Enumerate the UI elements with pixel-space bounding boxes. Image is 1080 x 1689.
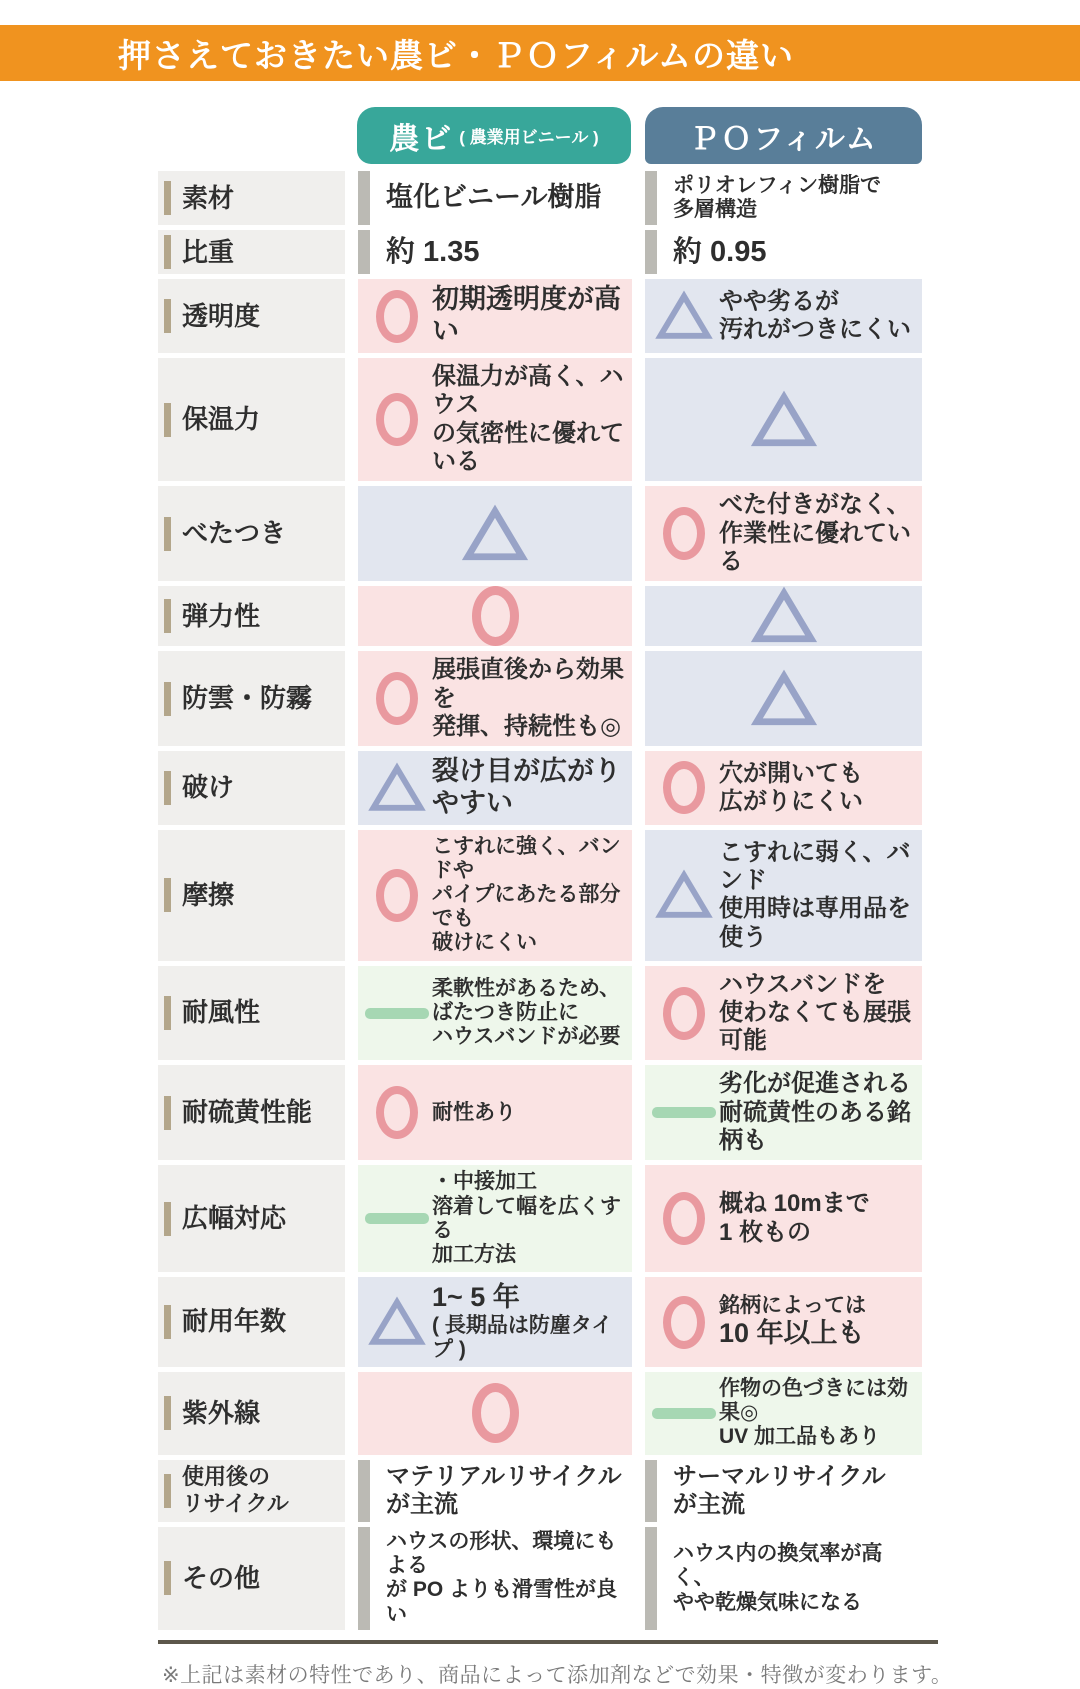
circle-icon xyxy=(663,1296,705,1349)
row-label-specific-gravity xyxy=(158,230,345,274)
cell-text: 耐性あり xyxy=(432,1100,516,1124)
cell-text: 銘柄によっては 10 年以上も xyxy=(719,1294,866,1349)
cell-anti-cloud-fog-po xyxy=(645,651,922,746)
label-accent-bar xyxy=(164,878,171,912)
cell-text: 作物の色づきには効果◎ UV 加工品もあり xyxy=(719,1377,908,1449)
dash-icon xyxy=(652,1408,716,1419)
label-accent-bar xyxy=(164,996,171,1030)
cell-text: 保温力が高く、ハウス の気密性に優れている xyxy=(432,363,624,475)
row-label-anti-cloud-fog xyxy=(158,651,345,746)
cell-text: マテリアルリサイクル が主流 xyxy=(386,1462,622,1518)
row-label-recycling xyxy=(158,1460,345,1523)
column-header-nobi xyxy=(357,107,631,164)
cell-text: 展張直後から効果を 発揮、持続性も◎ xyxy=(432,656,624,740)
cell-wind-resistance-po xyxy=(645,966,922,1061)
cell-heat-retention-nobi xyxy=(358,358,632,481)
label-accent-bar xyxy=(164,235,171,269)
row-label-text: 使用後の リサイクル xyxy=(182,1464,289,1516)
cell-uv-po xyxy=(645,1372,922,1454)
row-label-text: 透明度 xyxy=(182,300,261,331)
cell-recycling-nobi xyxy=(358,1460,632,1523)
cell-specific-gravity-po xyxy=(645,230,922,274)
cell-text: 劣化が促進される 耐硫黄性のある銘柄も xyxy=(719,1070,911,1155)
row-label-transparency xyxy=(158,279,345,353)
triangle-icon xyxy=(657,871,711,919)
cell-uv-nobi xyxy=(358,1372,632,1454)
cell-text: ハウスの形状、環境にもよる が PO よりも滑雪性が良い xyxy=(386,1530,618,1626)
row-label-others xyxy=(158,1527,345,1630)
row-label-stickiness xyxy=(158,486,345,581)
row-label-text: 比重 xyxy=(182,236,235,267)
footer-divider xyxy=(158,1640,938,1644)
circle-icon xyxy=(663,1192,705,1245)
cell-text: ハウスバンドを 使わなくても展張可能 xyxy=(719,970,911,1055)
circle-icon xyxy=(472,1383,519,1443)
cell-elasticity-po xyxy=(645,586,922,646)
circle-icon xyxy=(376,393,418,446)
comparison-table xyxy=(158,171,1080,1630)
row-label-wind-resistance xyxy=(158,966,345,1061)
cell-text: ハウス内の換気率が高く、 やや乾燥気味になる xyxy=(673,1542,883,1614)
column-headers xyxy=(357,107,1080,164)
row-label-text: 破け xyxy=(182,772,235,803)
label-accent-bar xyxy=(164,299,171,333)
cell-text: 1~ 5 年 ( 長期品は防塵タイプ ) xyxy=(432,1281,613,1361)
dash-icon xyxy=(652,1107,716,1118)
cell-text: サーマルリサイクル が主流 xyxy=(673,1462,886,1518)
row-label-text: 紫外線 xyxy=(182,1397,261,1428)
row-label-text: 防雲・防霧 xyxy=(182,683,313,714)
circle-icon xyxy=(663,987,705,1040)
cell-specific-gravity-nobi xyxy=(358,230,632,274)
cell-others-po xyxy=(645,1527,922,1630)
label-accent-bar xyxy=(164,1202,171,1236)
page-title: 押さえておきたい農ビ・ＰＯフィルムの違い xyxy=(118,36,795,74)
cell-wide-width-nobi xyxy=(358,1165,632,1272)
cell-text: 塩化ビニール樹脂 xyxy=(386,182,602,213)
cell-text: 初期透明度が高い xyxy=(432,284,621,347)
label-accent-bar xyxy=(164,517,171,551)
cell-stickiness-nobi xyxy=(358,486,632,581)
circle-icon xyxy=(376,290,418,343)
label-accent-bar xyxy=(164,682,171,716)
cell-wide-width-po xyxy=(645,1165,922,1272)
label-accent-bar xyxy=(164,771,171,805)
row-label-text: その他 xyxy=(182,1562,261,1593)
cell-elasticity-nobi xyxy=(358,586,632,646)
triangle-icon xyxy=(370,764,424,812)
cell-text: こすれに強く、バンドや パイプにあたる部分でも 破けにくい xyxy=(432,834,621,955)
column-header-po xyxy=(645,107,922,164)
cell-text: ポリオレフィン樹脂で 多層構造 xyxy=(673,174,882,222)
column-header-nobi-sublabel: ( 農業用ビニール ) xyxy=(459,128,599,147)
cell-text: 穴が開いても 広がりにくい xyxy=(719,759,863,815)
row-label-text: 広幅対応 xyxy=(182,1203,287,1234)
row-label-text: 弾力性 xyxy=(182,600,261,631)
column-header-po-label: ＰＯフィルム xyxy=(689,122,878,156)
row-label-heat-retention xyxy=(158,358,345,481)
cell-tearing-po xyxy=(645,751,922,825)
cell-text: 裂け目が広がりやすい xyxy=(432,756,621,818)
row-label-text: 耐用年数 xyxy=(182,1306,287,1337)
cell-wind-resistance-nobi xyxy=(358,966,632,1061)
cell-stickiness-po xyxy=(645,486,922,581)
cell-friction-nobi xyxy=(358,830,632,961)
circle-icon xyxy=(663,507,705,560)
label-accent-bar xyxy=(164,1396,171,1430)
dash-icon xyxy=(365,1008,429,1019)
cell-friction-po xyxy=(645,830,922,961)
circle-icon xyxy=(376,869,418,922)
row-label-tearing xyxy=(158,751,345,825)
label-accent-bar xyxy=(164,1561,171,1595)
row-label-text: べたつき xyxy=(182,518,287,549)
row-label-material xyxy=(158,171,345,225)
label-accent-bar xyxy=(164,181,171,215)
cell-sulfur-resistance-nobi xyxy=(358,1065,632,1160)
triangle-icon xyxy=(753,392,815,448)
row-label-text: 耐風性 xyxy=(182,997,261,1028)
cell-anti-cloud-fog-nobi xyxy=(358,651,632,746)
label-accent-bar xyxy=(164,403,171,437)
dash-icon xyxy=(365,1213,429,1224)
row-label-wide-width xyxy=(158,1165,345,1272)
cell-service-life-nobi xyxy=(358,1277,632,1367)
footer-note: ※上記は素材の特性であり、商品によって添加剤などで効果・特徴が変わります。 xyxy=(162,1663,953,1687)
cell-text: 約 0.95 xyxy=(673,236,767,269)
label-accent-bar xyxy=(164,1096,171,1130)
cell-material-nobi xyxy=(358,171,632,225)
triangle-icon xyxy=(753,671,815,727)
cell-text: こすれに弱く、バンド 使用時は専用品を使う xyxy=(719,838,911,951)
triangle-icon xyxy=(753,588,815,644)
circle-icon xyxy=(376,1086,418,1139)
row-label-elasticity xyxy=(158,586,345,646)
circle-icon xyxy=(472,586,519,646)
row-label-text: 保温力 xyxy=(182,404,261,435)
triangle-icon xyxy=(657,292,711,340)
column-header-nobi-label: 農ビ xyxy=(389,122,454,156)
cell-text: 概ね 10mまで 1 枚もの xyxy=(719,1190,870,1246)
row-label-text: 耐硫黄性能 xyxy=(182,1097,313,1128)
cell-text: べた付きがなく、 作業性に優れている xyxy=(719,491,911,575)
row-label-text: 素材 xyxy=(182,182,235,213)
cell-transparency-po xyxy=(645,279,922,353)
cell-transparency-nobi xyxy=(358,279,632,353)
label-accent-bar xyxy=(164,599,171,633)
row-label-service-life xyxy=(158,1277,345,1367)
row-label-sulfur-resistance xyxy=(158,1065,345,1160)
cell-heat-retention-po xyxy=(645,358,922,481)
cell-service-life-po xyxy=(645,1277,922,1367)
label-accent-bar xyxy=(164,1474,171,1508)
page-title-bar xyxy=(0,25,1080,81)
circle-icon xyxy=(663,761,705,814)
cell-text: 柔軟性があるため、 ばたつき防止に ハウスバンドが必要 xyxy=(432,976,621,1049)
triangle-icon xyxy=(370,1298,424,1346)
cell-others-nobi xyxy=(358,1527,632,1630)
cell-tearing-nobi xyxy=(358,751,632,825)
row-label-friction xyxy=(158,830,345,961)
cell-sulfur-resistance-po xyxy=(645,1065,922,1160)
row-label-uv xyxy=(158,1372,345,1454)
cell-text: 約 1.35 xyxy=(386,236,480,269)
cell-text: ・中接加工 溶着して幅を広くする 加工方法 xyxy=(432,1170,621,1266)
cell-material-po xyxy=(645,171,922,225)
cell-text: やや劣るが 汚れがつきにくい xyxy=(719,287,911,344)
circle-icon xyxy=(376,672,418,725)
triangle-icon xyxy=(464,506,526,562)
label-accent-bar xyxy=(164,1305,171,1339)
cell-recycling-po xyxy=(645,1460,922,1523)
row-label-text: 摩擦 xyxy=(182,879,235,910)
